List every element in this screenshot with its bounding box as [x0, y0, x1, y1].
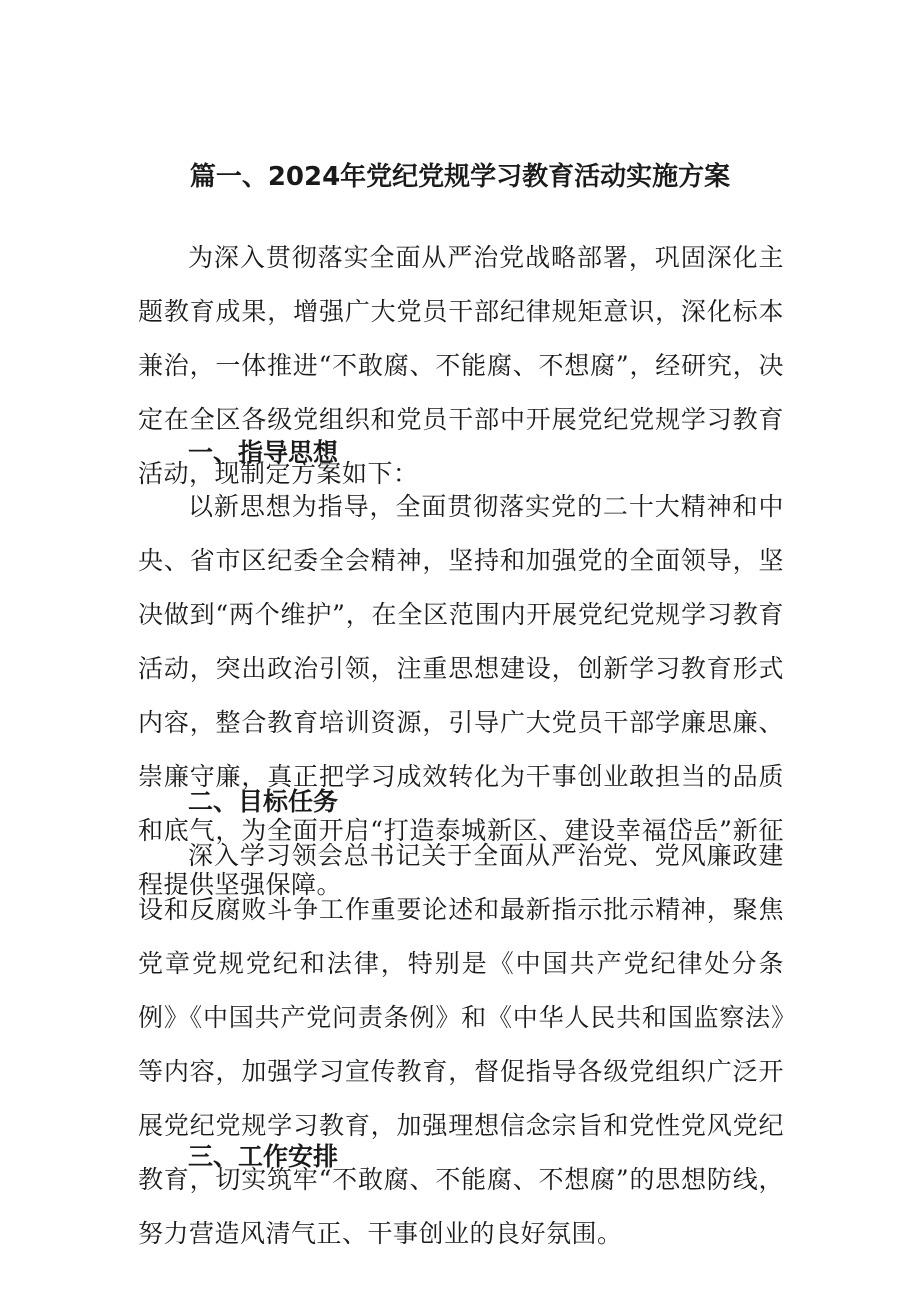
section-heading-objectives: 二、目标任务 [188, 787, 339, 816]
section-heading-work-arrangement: 三、工作安排 [188, 1142, 339, 1171]
section-heading-guiding-thought: 一、指导思想 [188, 438, 339, 467]
document-title: 篇一、2024年党纪党规学习教育活动实施方案 [189, 162, 731, 192]
section-body-guiding-thought: 以新思想为指导，全面贯彻落实党的二十大精神和中央、省市区纪委全会精神，坚持和加强党的全面领导，坚决做到“两个维护”，在全区范围内开展党纪党规学习教育活动，突出政治引领，注重思想建设，创新学习教育形式内容，整合教育培训资源，引导广大党员干部学廉思廉、崇廉守廉，真正把学习成效转化为干事创业敢担当的品质和底气，为全面开启“打造泰城新区、建设幸福岱岳”新征程提供坚强保障。 [138, 492, 784, 899]
intro-paragraph: 为深入贯彻落实全面从严治党战略部署，巩固深化主题教育成果，增强广大党员干部纪律规矩意识，深化标本兼治，一体推进“不敢腐、不能腐、不想腐”，经研究，决定在全区各级党组织和党员干部中开展党纪党规学习教育活动，现制定方案如下： [138, 243, 784, 488]
section-body-objectives: 深入学习领会总书记关于全面从严治党、党风廉政建设和反腐败斗争工作重要论述和最新指示批示精神，聚焦党章党规党纪和法律，特别是《中国共产党纪律处分条例》《中国共产党问责条例》和《中华人民共和国监察法》等内容，加强学习宣传教育，督促指导各级党组织广泛开展党纪党规学习教育，加强理想信念宗旨和党性党风党纪教育，切实筑牢“不敢腐、不能腐、不想腐”的思想防线，努力营造风清气正、干事创业的良好氛围。 [138, 841, 784, 1248]
